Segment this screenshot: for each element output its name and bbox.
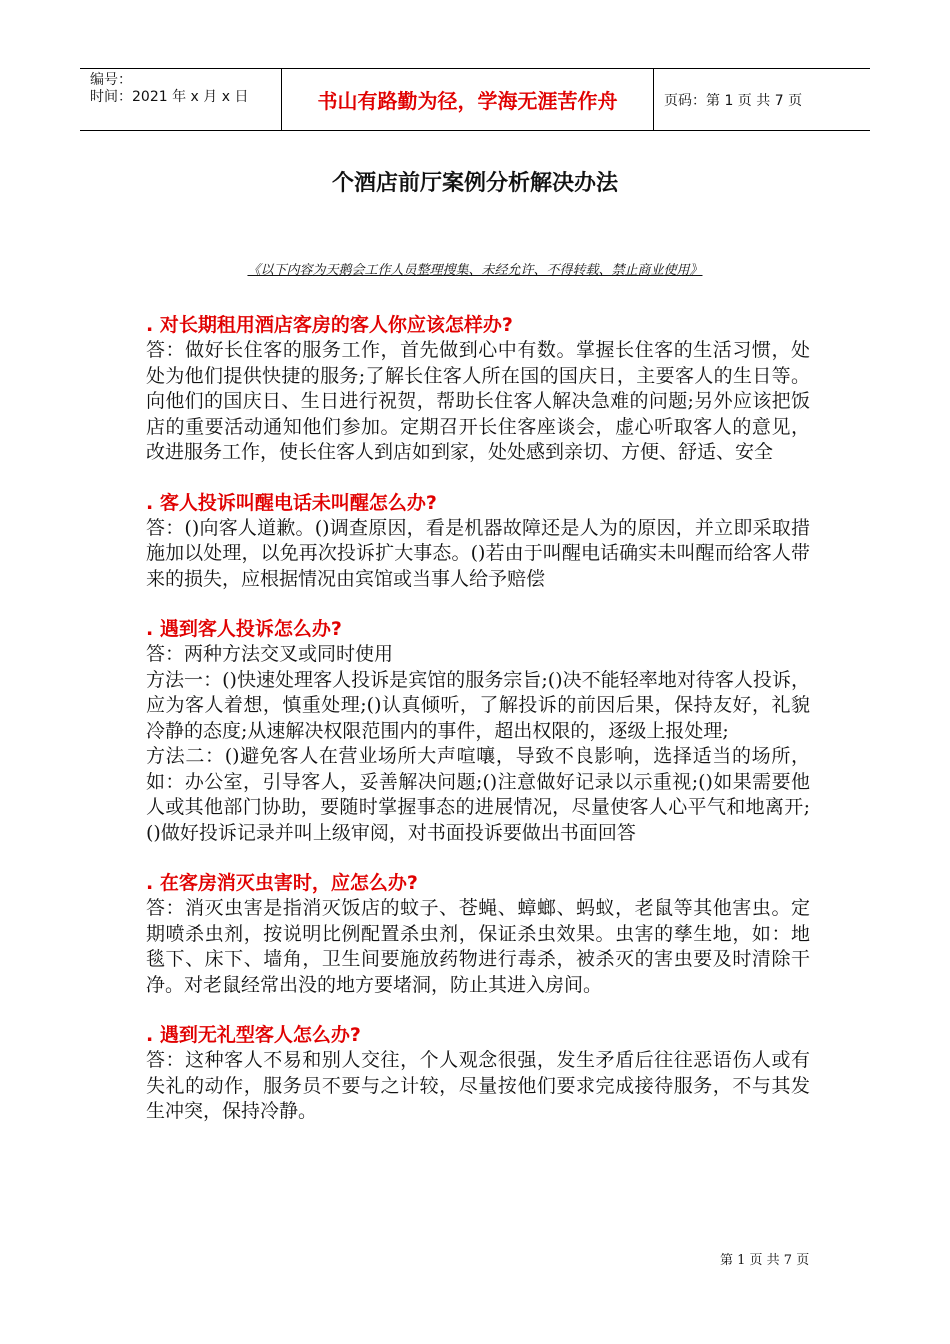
document-body xyxy=(146,312,810,1149)
section-question: . 在客房消灭虫害时，应怎么办? xyxy=(146,872,418,894)
header-page-info: 页码：第 1 页 共 7 页 xyxy=(664,92,803,109)
section-answer: 答：消灭虫害是指消灭饭店的蚊子、苍蝇、蟑螂、蚂蚁，老鼠等其他害虫。定期喷杀虫剂，按说明比例配置杀虫剂，保证杀虫效果。虫害的孳生地，如：地毯下、床下、墙角，卫生间要施放药物进行毒杀，被杀灭的害虫要及时清除干净。对老鼠经常出没的地方要堵洞，防止其进入房间。 xyxy=(146,897,810,996)
time-label: 时间：2021 年 x 月 x 日 xyxy=(90,89,249,105)
section-wakeup-call xyxy=(146,490,810,593)
section-question: . 遇到客人投诉怎么办? xyxy=(146,618,342,640)
section-question: . 遇到无礼型客人怎么办? xyxy=(146,1024,361,1046)
page-footer: 第 1 页 共 7 页 xyxy=(720,1253,810,1268)
section-rude-guests xyxy=(146,1022,810,1125)
section-question: . 客人投诉叫醒电话未叫醒怎么办? xyxy=(146,491,437,514)
section-pest-control xyxy=(146,870,810,998)
header-meta xyxy=(80,69,282,130)
section-method-two: 方法二：()避免客人在营业场所大声喧嚷，导致不良影响，选择适当的场所，如：办公室，引导客人，妥善解决问题;()注意做好记录以示重视;()如果需要他人或其他部门协助，要随时掌握事态的进展情况，尽量使客人心平气和地离开;()做好投诉记录并叫上级审阅，对书面投诉要做出书面回答 xyxy=(146,745,810,844)
header-motto: 书山有路勤为径，学海无涯苦作舟 xyxy=(282,69,654,130)
section-answer: 答：做好长住客的服务工作，首先做到心中有数。掌握长住客的生活习惯，处处为他们提供快捷的服务;了解长住客人所在国的国庆日，主要客人的生日等。向他们的国庆日、生日进行祝贺，帮助长住客人解决急难的问题;另外应该把饭店的重要活动通知他们参加。定期召开长住客座谈会，虚心听取客人的意见，改进服务工作，使长住客人到店如到家，处处感到亲切、方便、舒适、安全 xyxy=(146,339,810,463)
document-header xyxy=(80,68,870,131)
code-label: 编号： xyxy=(90,72,132,88)
section-method-one: 方法一：()快速处理客人投诉是宾馆的服务宗旨;()决不能轻率地对待客人投诉，应为客人着想，慎重处理;()认真倾听，了解投诉的前因后果，保持友好，礼貌冷静的态度;从速解决权限范围内的事件，超出权限的，逐级上报处理; xyxy=(146,668,810,742)
section-long-stay-guests xyxy=(146,312,810,466)
section-answer: 答：这种客人不易和别人交往，个人观念很强，发生矛盾后往往恶语伤人或有失礼的动作，服务员不要与之计较，尽量按他们要求完成接待服务，不与其发生冲突，保持冷静。 xyxy=(146,1049,810,1122)
document-title: 个酒店前厅案例分析解决办法 xyxy=(331,171,618,196)
section-complaints xyxy=(146,616,810,846)
copyright-notice: 《以下内容为天鹅会工作人员整理搜集、未经允许、不得转载、禁止商业使用》 xyxy=(247,263,703,278)
section-question: . 对长期租用酒店客房的客人你应该怎样办? xyxy=(146,314,513,336)
section-answer: 答：两种方法交叉或同时使用 xyxy=(146,643,394,665)
section-answer: 答：()向客人道歉。()调查原因，看是机器故障还是人为的原因，并立即采取措施加以处理，以免再次投诉扩大事态。()若由于叫醒电话确实未叫醒而给客人带来的损失，应根据情况由宾馆或当事人给予赔偿 xyxy=(146,516,810,590)
